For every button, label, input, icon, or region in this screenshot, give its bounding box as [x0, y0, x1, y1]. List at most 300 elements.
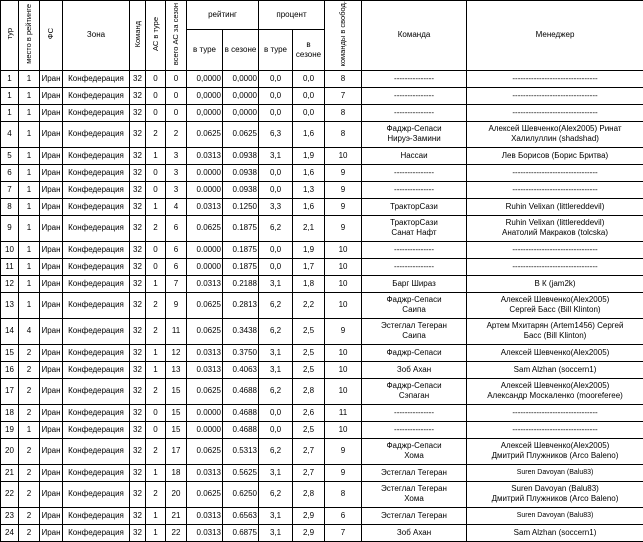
cell-ac-total: 0: [166, 104, 187, 121]
manager-name: --------------------------------: [468, 91, 642, 101]
header-place: место в рейтинге: [19, 1, 40, 71]
table-row: [1, 361, 643, 378]
cell-rating-tour: 0.0625: [187, 438, 223, 464]
cell-teams: 32: [130, 104, 146, 121]
cell-manager: [467, 87, 643, 104]
cell-zone: Конфедерация: [63, 481, 130, 507]
cell-percent-season: 2,5: [293, 344, 325, 361]
cell-rating-season: 0,0000: [223, 70, 259, 87]
cell-rating-tour: 0.0000: [187, 241, 223, 258]
cell-rating-season: 0.2188: [223, 275, 259, 292]
cell-free-teams: 10: [325, 421, 362, 438]
cell-ac-tour: 1: [146, 198, 166, 215]
cell-team: [362, 198, 467, 215]
cell-tour: 21: [1, 464, 19, 481]
table-row: [1, 70, 643, 87]
cell-team: [362, 292, 467, 318]
manager-name: Ruhin Velixan (littlereddevil): [468, 218, 642, 228]
team-name: Зоб Ахан: [363, 365, 465, 375]
manager-name: --------------------------------: [468, 185, 642, 195]
cell-percent-season: 2,9: [293, 524, 325, 541]
cell-free-teams: 7: [325, 524, 362, 541]
table-row: [1, 215, 643, 241]
cell-tour: 11: [1, 258, 19, 275]
cell-team: [362, 318, 467, 344]
cell-percent-tour: 0,0: [259, 258, 293, 275]
cell-percent-tour: 3,1: [259, 275, 293, 292]
cell-tour: 20: [1, 438, 19, 464]
cell-teams: 32: [130, 147, 146, 164]
table-row: [1, 421, 643, 438]
cell-place: 1: [19, 70, 40, 87]
cell-teams: 32: [130, 378, 146, 404]
cell-tour: 4: [1, 121, 19, 147]
cell-manager: [467, 181, 643, 198]
cell-free-teams: 10: [325, 241, 362, 258]
cell-free-teams: 10: [325, 378, 362, 404]
cell-tour: 18: [1, 404, 19, 421]
cell-free-teams: 11: [325, 404, 362, 421]
manager-name: Дмитрий Плужников (Arco Baleno): [468, 451, 642, 461]
cell-fs: Иран: [40, 318, 63, 344]
cell-ac-tour: 1: [146, 147, 166, 164]
cell-zone: Конфедерация: [63, 464, 130, 481]
cell-percent-season: 1,7: [293, 258, 325, 275]
cell-zone: Конфедерация: [63, 524, 130, 541]
cell-percent-season: 0,0: [293, 104, 325, 121]
cell-teams: 32: [130, 121, 146, 147]
cell-team: [362, 404, 467, 421]
cell-place: 2: [19, 524, 40, 541]
cell-tour: 10: [1, 241, 19, 258]
cell-ac-tour: 2: [146, 292, 166, 318]
cell-fs: Иран: [40, 404, 63, 421]
cell-rating-season: 0.5625: [223, 464, 259, 481]
cell-free-teams: 9: [325, 181, 362, 198]
cell-team: [362, 524, 467, 541]
cell-rating-tour: 0.0625: [187, 292, 223, 318]
cell-free-teams: 8: [325, 70, 362, 87]
cell-manager: [467, 361, 643, 378]
header-tour: тур: [1, 1, 19, 71]
cell-rating-tour: 0.0625: [187, 318, 223, 344]
cell-fs: Иран: [40, 241, 63, 258]
manager-name: Басс (Bill Klinton): [468, 331, 642, 341]
cell-tour: 8: [1, 198, 19, 215]
header-zone: Зона: [63, 1, 130, 71]
cell-ac-tour: 1: [146, 524, 166, 541]
manager-name: --------------------------------: [468, 262, 642, 272]
cell-place: 1: [19, 181, 40, 198]
cell-ac-total: 18: [166, 464, 187, 481]
cell-percent-tour: 3,1: [259, 524, 293, 541]
cell-place: 2: [19, 344, 40, 361]
cell-ac-total: 6: [166, 241, 187, 258]
cell-fs: Иран: [40, 147, 63, 164]
cell-zone: Конфедерация: [63, 344, 130, 361]
cell-tour: 1: [1, 70, 19, 87]
cell-percent-tour: 0,0: [259, 87, 293, 104]
team-name: Хома: [363, 494, 465, 504]
cell-fs: Иран: [40, 361, 63, 378]
cell-ac-total: 3: [166, 147, 187, 164]
cell-place: 1: [19, 87, 40, 104]
table-row: [1, 147, 643, 164]
team-name: Фаджр-Сепаси: [363, 124, 465, 134]
cell-team: [362, 241, 467, 258]
cell-teams: 32: [130, 404, 146, 421]
cell-rating-tour: 0.0625: [187, 481, 223, 507]
cell-rating-tour: 0.0313: [187, 507, 223, 524]
cell-manager: [467, 258, 643, 275]
cell-rating-tour: 0.0625: [187, 121, 223, 147]
cell-tour: 13: [1, 292, 19, 318]
manager-name: --------------------------------: [468, 74, 642, 84]
cell-ac-tour: 0: [146, 70, 166, 87]
cell-free-teams: 10: [325, 361, 362, 378]
cell-rating-season: 0.3438: [223, 318, 259, 344]
cell-tour: 22: [1, 481, 19, 507]
cell-zone: Конфедерация: [63, 318, 130, 344]
manager-name: Сергей Басс (Bill Klinton): [468, 305, 642, 315]
cell-free-teams: 10: [325, 275, 362, 292]
cell-rating-season: 0.0625: [223, 121, 259, 147]
cell-manager: [467, 292, 643, 318]
cell-free-teams: 9: [325, 215, 362, 241]
cell-teams: 32: [130, 87, 146, 104]
cell-percent-tour: 0,0: [259, 164, 293, 181]
cell-tour: 12: [1, 275, 19, 292]
table-row: [1, 507, 643, 524]
manager-name: Ruhin Velixan (littlereddevil): [468, 202, 642, 212]
cell-fs: Иран: [40, 421, 63, 438]
team-name: Нируэ-Замини: [363, 134, 465, 144]
cell-ac-total: 17: [166, 438, 187, 464]
cell-percent-tour: 0,0: [259, 104, 293, 121]
cell-manager: [467, 121, 643, 147]
cell-team: [362, 275, 467, 292]
cell-rating-tour: 0.0000: [187, 258, 223, 275]
cell-fs: Иран: [40, 70, 63, 87]
team-name: Нассаи: [363, 151, 465, 161]
cell-team: [362, 507, 467, 524]
cell-percent-season: 2,5: [293, 361, 325, 378]
cell-ac-tour: 2: [146, 215, 166, 241]
cell-rating-tour: 0.0000: [187, 421, 223, 438]
cell-manager: [467, 421, 643, 438]
header-percent-tour: в туре: [259, 30, 293, 70]
cell-manager: [467, 378, 643, 404]
cell-manager: [467, 198, 643, 215]
cell-free-teams: 10: [325, 344, 362, 361]
cell-teams: 32: [130, 275, 146, 292]
cell-tour: 5: [1, 147, 19, 164]
cell-percent-season: 1,6: [293, 198, 325, 215]
cell-place: 1: [19, 147, 40, 164]
cell-percent-tour: 0,0: [259, 404, 293, 421]
cell-percent-tour: 3,1: [259, 464, 293, 481]
cell-team: [362, 104, 467, 121]
team-name: ---------------: [363, 168, 465, 178]
cell-percent-tour: 6,2: [259, 292, 293, 318]
cell-teams: 32: [130, 292, 146, 318]
manager-name: Алексей Шевченко(Alex2005): [468, 381, 642, 391]
cell-teams: 32: [130, 70, 146, 87]
team-name: ТракторСази: [363, 202, 465, 212]
cell-place: 1: [19, 241, 40, 258]
team-name: ---------------: [363, 91, 465, 101]
team-name: ---------------: [363, 245, 465, 255]
cell-fs: Иран: [40, 292, 63, 318]
cell-place: 2: [19, 464, 40, 481]
cell-ac-tour: 2: [146, 121, 166, 147]
cell-ac-tour: 0: [146, 404, 166, 421]
cell-percent-season: 1,6: [293, 164, 325, 181]
team-name: Фаджр-Сепаси: [363, 441, 465, 451]
cell-ac-total: 6: [166, 258, 187, 275]
cell-ac-tour: 0: [146, 181, 166, 198]
cell-percent-tour: 6,2: [259, 481, 293, 507]
header-ac-tour: АС в туре: [146, 1, 166, 71]
cell-percent-season: 2,6: [293, 404, 325, 421]
team-name: Фаджр-Сепаси: [363, 381, 465, 391]
cell-ac-total: 11: [166, 318, 187, 344]
cell-zone: Конфедерация: [63, 215, 130, 241]
cell-ac-total: 3: [166, 164, 187, 181]
cell-rating-season: 0.6563: [223, 507, 259, 524]
cell-manager: [467, 344, 643, 361]
cell-tour: 1: [1, 87, 19, 104]
manager-name: Алексей Шевченко(Alex2005): [468, 348, 642, 358]
cell-percent-season: 2,1: [293, 215, 325, 241]
cell-tour: 7: [1, 181, 19, 198]
cell-ac-tour: 1: [146, 464, 166, 481]
cell-fs: Иран: [40, 181, 63, 198]
cell-place: 1: [19, 164, 40, 181]
cell-place: 1: [19, 121, 40, 147]
cell-manager: [467, 481, 643, 507]
cell-ac-tour: 0: [146, 258, 166, 275]
cell-team: [362, 258, 467, 275]
cell-ac-tour: 1: [146, 507, 166, 524]
cell-rating-tour: 0.0313: [187, 344, 223, 361]
cell-teams: 32: [130, 421, 146, 438]
cell-ac-total: 6: [166, 215, 187, 241]
cell-fs: Иран: [40, 104, 63, 121]
cell-place: 1: [19, 215, 40, 241]
cell-percent-season: 0,0: [293, 87, 325, 104]
cell-manager: [467, 70, 643, 87]
cell-manager: [467, 404, 643, 421]
header-rating: рейтинг: [187, 1, 259, 30]
cell-ac-tour: 0: [146, 87, 166, 104]
cell-free-teams: 8: [325, 481, 362, 507]
cell-teams: 32: [130, 181, 146, 198]
cell-zone: Конфедерация: [63, 181, 130, 198]
cell-fs: Иран: [40, 481, 63, 507]
manager-name: Артем Мхитарян (Artem1456) Сергей: [468, 321, 642, 331]
cell-teams: 32: [130, 198, 146, 215]
cell-ac-tour: 2: [146, 318, 166, 344]
team-name: ТракторСази: [363, 218, 465, 228]
cell-percent-tour: 3,1: [259, 147, 293, 164]
cell-percent-season: 2,5: [293, 421, 325, 438]
manager-name: Sam Alzhan (soccern1): [468, 528, 642, 538]
cell-percent-tour: 3,1: [259, 507, 293, 524]
cell-tour: 24: [1, 524, 19, 541]
cell-rating-season: 0,0000: [223, 104, 259, 121]
cell-manager: [467, 275, 643, 292]
table-row: [1, 344, 643, 361]
table-row: [1, 258, 643, 275]
cell-place: 2: [19, 378, 40, 404]
table-row: [1, 164, 643, 181]
cell-percent-season: 0,0: [293, 70, 325, 87]
cell-rating-tour: 0,0000: [187, 104, 223, 121]
cell-place: 1: [19, 292, 40, 318]
team-name: Эстеглал Тегеран: [363, 321, 465, 331]
cell-percent-tour: 3,3: [259, 198, 293, 215]
cell-fs: Иран: [40, 524, 63, 541]
cell-place: 1: [19, 275, 40, 292]
cell-place: 1: [19, 198, 40, 215]
cell-free-teams: 7: [325, 87, 362, 104]
table-row: [1, 464, 643, 481]
cell-rating-season: 0.6250: [223, 481, 259, 507]
cell-rating-season: 0.4688: [223, 378, 259, 404]
cell-rating-season: 0.1875: [223, 258, 259, 275]
cell-place: 2: [19, 361, 40, 378]
cell-fs: Иран: [40, 258, 63, 275]
cell-percent-tour: 3,1: [259, 344, 293, 361]
cell-free-teams: 9: [325, 198, 362, 215]
cell-percent-tour: 6,2: [259, 378, 293, 404]
cell-free-teams: 8: [325, 121, 362, 147]
cell-team: [362, 181, 467, 198]
cell-team: [362, 147, 467, 164]
cell-manager: [467, 215, 643, 241]
cell-ac-tour: 0: [146, 104, 166, 121]
team-name: ---------------: [363, 262, 465, 272]
cell-manager: [467, 524, 643, 541]
cell-rating-season: 0.3750: [223, 344, 259, 361]
table-row: [1, 104, 643, 121]
cell-percent-tour: 0,0: [259, 181, 293, 198]
cell-rating-season: 0.4688: [223, 404, 259, 421]
cell-rating-tour: 0.0000: [187, 181, 223, 198]
table-row: [1, 524, 643, 541]
cell-tour: 9: [1, 215, 19, 241]
team-name: Зоб Ахан: [363, 528, 465, 538]
cell-team: [362, 215, 467, 241]
team-name: Саипа: [363, 331, 465, 341]
cell-rating-tour: 0.0000: [187, 164, 223, 181]
cell-ac-tour: 2: [146, 481, 166, 507]
cell-zone: Конфедерация: [63, 164, 130, 181]
cell-rating-season: 0.1875: [223, 215, 259, 241]
header-teams: Команд: [130, 1, 146, 71]
cell-rating-tour: 0.0313: [187, 361, 223, 378]
cell-fs: Иран: [40, 164, 63, 181]
cell-fs: Иран: [40, 198, 63, 215]
cell-fs: Иран: [40, 438, 63, 464]
table-row: [1, 481, 643, 507]
cell-percent-tour: 6,2: [259, 215, 293, 241]
cell-team: [362, 344, 467, 361]
cell-zone: Конфедерация: [63, 198, 130, 215]
manager-name: Suren Davoyan (Balu83): [468, 468, 642, 478]
cell-free-teams: 8: [325, 104, 362, 121]
cell-manager: [467, 147, 643, 164]
cell-place: 1: [19, 258, 40, 275]
cell-ac-total: 12: [166, 344, 187, 361]
table-row: [1, 378, 643, 404]
cell-ac-total: 9: [166, 292, 187, 318]
cell-manager: [467, 464, 643, 481]
cell-ac-tour: 2: [146, 378, 166, 404]
cell-ac-total: 4: [166, 198, 187, 215]
cell-zone: Конфедерация: [63, 438, 130, 464]
cell-rating-season: 0.2813: [223, 292, 259, 318]
cell-zone: Конфедерация: [63, 87, 130, 104]
manager-name: В К (jam2k): [468, 279, 642, 289]
cell-rating-tour: 0.0625: [187, 215, 223, 241]
header-fs: ФС: [40, 1, 63, 71]
cell-rating-season: 0.1250: [223, 198, 259, 215]
header-ac-total: всего АС за сезон: [166, 1, 187, 71]
team-name: Барг Шираз: [363, 279, 465, 289]
cell-rating-season: 0.0938: [223, 164, 259, 181]
cell-fs: Иран: [40, 464, 63, 481]
cell-rating-season: 0.4063: [223, 361, 259, 378]
cell-percent-tour: 3,1: [259, 361, 293, 378]
team-name: Санат Нафт: [363, 228, 465, 238]
cell-fs: Иран: [40, 215, 63, 241]
cell-percent-season: 1,3: [293, 181, 325, 198]
cell-teams: 32: [130, 464, 146, 481]
cell-team: [362, 164, 467, 181]
cell-teams: 32: [130, 258, 146, 275]
cell-percent-season: 1,9: [293, 147, 325, 164]
team-name: Эстеглал Тегеран: [363, 484, 465, 494]
cell-team: [362, 121, 467, 147]
cell-percent-tour: 6,2: [259, 438, 293, 464]
cell-zone: Конфедерация: [63, 147, 130, 164]
team-name: Сэпаган: [363, 391, 465, 401]
cell-zone: Конфедерация: [63, 70, 130, 87]
manager-name: --------------------------------: [468, 425, 642, 435]
cell-rating-tour: 0.0625: [187, 378, 223, 404]
cell-ac-total: 0: [166, 70, 187, 87]
cell-teams: 32: [130, 241, 146, 258]
cell-team: [362, 464, 467, 481]
cell-tour: 14: [1, 318, 19, 344]
cell-tour: 23: [1, 507, 19, 524]
manager-name: Алексей Шевченко(Alex2005): [468, 295, 642, 305]
cell-rating-season: 0.4688: [223, 421, 259, 438]
cell-teams: 32: [130, 318, 146, 344]
cell-free-teams: 9: [325, 318, 362, 344]
manager-name: --------------------------------: [468, 408, 642, 418]
cell-place: 2: [19, 438, 40, 464]
cell-ac-total: 2: [166, 121, 187, 147]
cell-percent-season: 2,8: [293, 378, 325, 404]
cell-percent-season: 2,9: [293, 507, 325, 524]
cell-zone: Конфедерация: [63, 275, 130, 292]
cell-ac-total: 7: [166, 275, 187, 292]
cell-free-teams: 9: [325, 438, 362, 464]
cell-ac-tour: 1: [146, 275, 166, 292]
